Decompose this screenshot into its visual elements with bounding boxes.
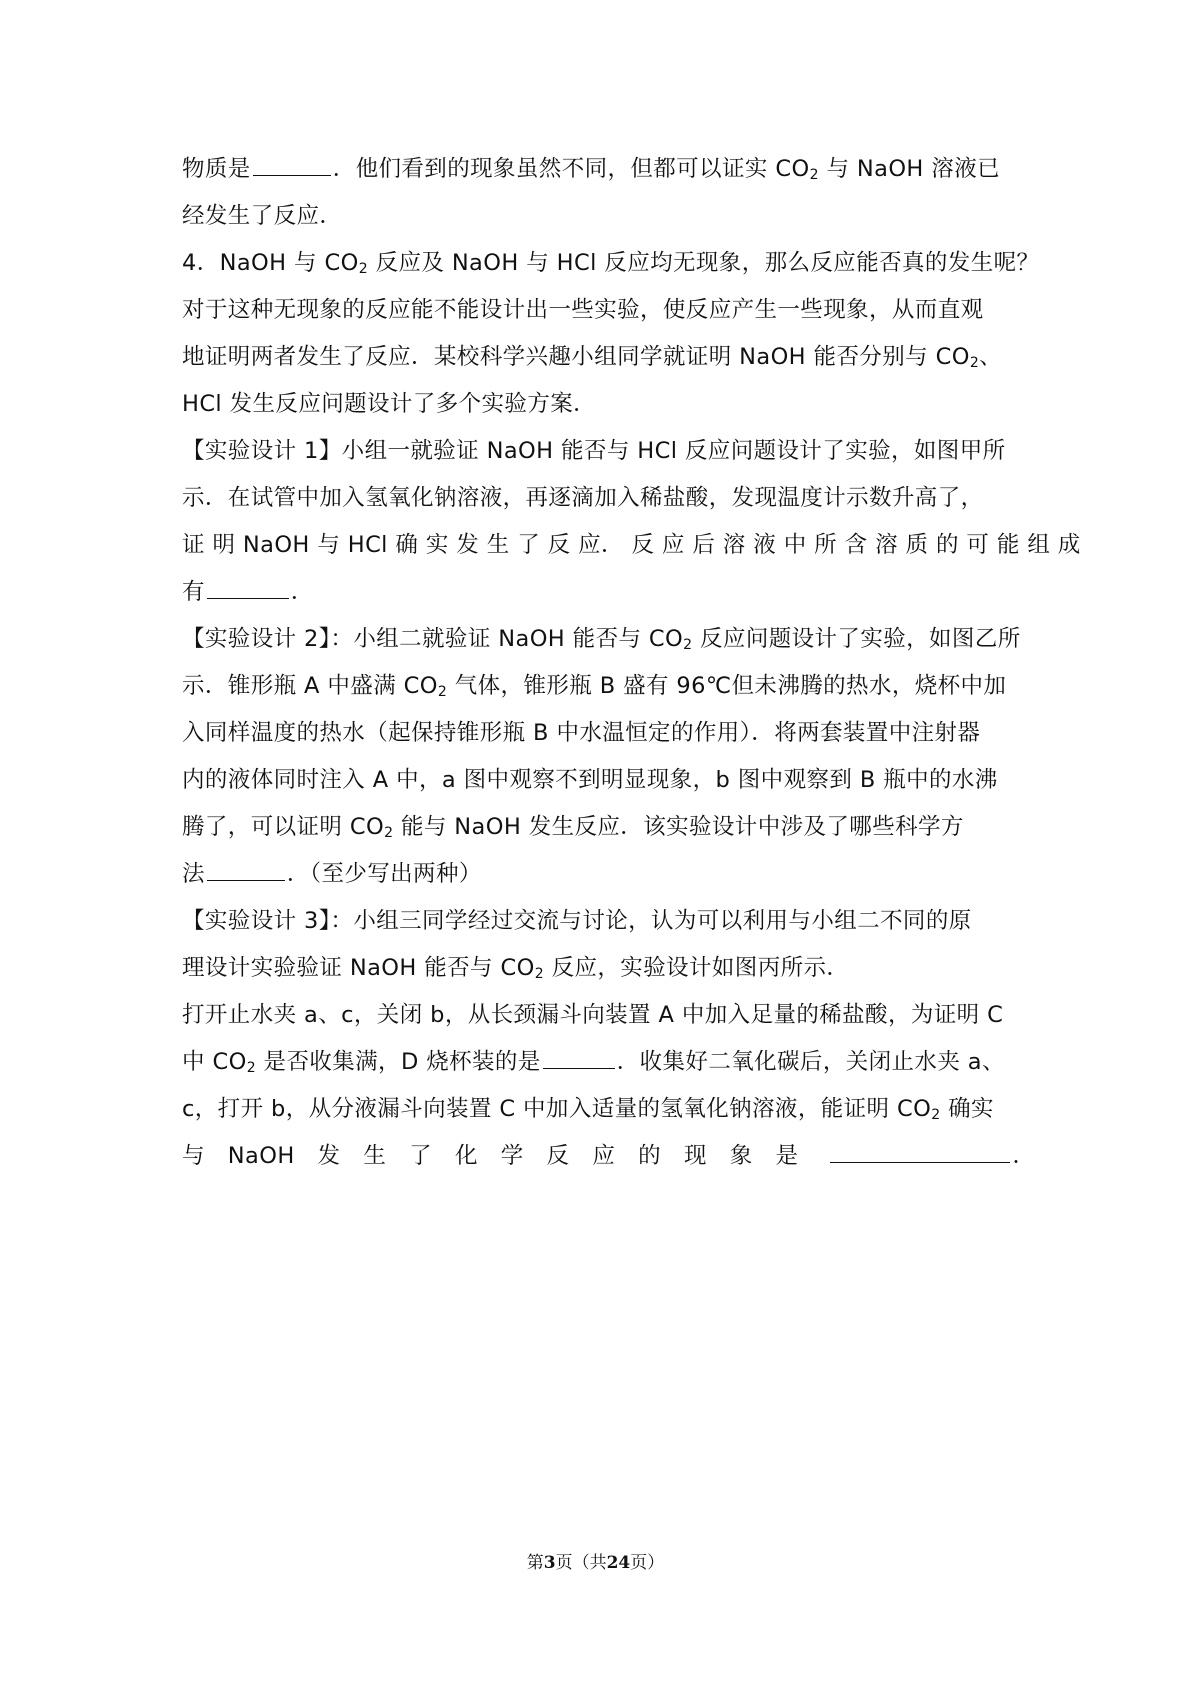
text-line [182,851,1017,898]
answer-blank[interactable] [830,1134,1010,1163]
text: ．他们看到的现象虽然不同，但都可以证实 CO [332,156,810,182]
text-line [182,240,1040,287]
subscript: 2 [969,355,980,371]
text-line [182,992,1017,1039]
text: 示．在试管中加入氢氧化钠溶液，再逐滴加入稀盐酸，发现温度计示数升高了， [182,485,984,511]
text-line [182,475,1017,522]
footer-text: 页（共 [555,1553,607,1573]
text: 打开止水夹 a、c，关闭 b，从长颈漏斗向装置 A 中加入足量的稀盐酸，为证明 C [182,1002,1004,1028]
answer-blank[interactable] [543,1040,615,1069]
text: 是否收集满，D 烧杯装的是 [256,1049,541,1075]
answer-blank[interactable] [207,852,285,881]
text-line [182,616,1021,663]
text: 有 [182,579,205,605]
text-line [182,757,1017,804]
text: 经发生了反应． [182,203,343,229]
text: 理设计实验验证 NaOH 能否与 CO [182,955,535,981]
subscript: 2 [437,684,448,700]
total-pages: 24 [606,1553,631,1573]
text-line [182,287,1017,334]
text: ． [290,579,314,605]
text: 气体，锥形瓶 B 盛有 96℃但未沸腾的热水，烧杯中加 [447,673,1007,699]
text-line [182,710,1017,757]
text-line [182,1133,1036,1180]
text: HCl 发生反应问题设计了多个实验方案． [182,391,597,417]
text: 法 [182,861,205,887]
text-line [182,522,1081,569]
text-line [182,663,1017,710]
answer-blank[interactable] [253,147,331,176]
question-number-text: 4．NaOH 与 CO [182,250,359,276]
text: 入同样温度的热水（起保持锥形瓶 B 中水温恒定的作用）．将两套装置中注射器 [182,720,981,746]
answer-blank[interactable] [207,570,289,599]
text-line [182,146,1017,193]
text-line [182,428,1017,475]
text-line [182,945,1017,992]
text: 反应问题设计了实验，如图乙所 [692,626,1021,652]
text-line [182,569,1017,616]
text: 中 CO [182,1049,247,1075]
subscript: 2 [534,966,545,982]
text: 【实验设计 2】：小组二就验证 NaOH 能否与 CO [182,626,684,652]
text-line [182,898,1017,945]
text: c，打开 b，从分液漏斗向装置 C 中加入适量的氢氧化钠溶液，能证明 CO [182,1096,932,1122]
text: 【实验设计 1】小组一就验证 NaOH 能否与 HCl 反应问题设计了实验，如图甲所 [182,438,1006,464]
footer-text: 第 [526,1553,544,1573]
text: 、 [979,344,1003,370]
subscript: 2 [809,167,819,183]
text: 反应，实验设计如图丙所示． [544,955,850,981]
text-line [182,334,1017,381]
text-line [182,381,1017,428]
page-number: 3 [543,1553,556,1573]
subscript: 2 [358,261,369,277]
text: ．（至少写出两种） [286,861,482,887]
subscript: 2 [384,825,394,841]
text: 物质是 [182,156,251,182]
text: 与 NaOH 发 生 了 化 学 反 应 的 现 象 是 [182,1143,799,1169]
text: 证 明 NaOH 与 HCl 确 实 发 生 了 反 应． 反 应 后 溶 液 中 所 含 溶 质 的 可 能 组 成 [182,532,1081,558]
text-line [182,1086,1017,1133]
text: 地证明两者发生了反应．某校科学兴趣小组同学就证明 NaOH 能否分别与 CO [182,344,970,370]
text: ． [1012,1143,1036,1169]
text: 【实验设计 3】：小组三同学经过交流与讨论，认为可以利用与小组二不同的原 [182,908,972,934]
text-line [182,193,1017,240]
subscript: 2 [931,1107,941,1123]
text-line [182,1039,1017,1086]
text: ．收集好二氧化碳后，关闭止水夹 a、 [616,1049,1005,1075]
text: 腾了，可以证明 CO [182,814,385,840]
subscript: 2 [246,1060,256,1076]
text: 示．锥形瓶 A 中盛满 CO [182,673,438,699]
text: 反应及 NaOH 与 HCl 反应均无现象，那么反应能否真的发生呢？ [368,250,1040,276]
text-line [182,804,1017,851]
page-footer [0,1548,1191,1573]
footer-text: 页） [630,1553,665,1573]
text: 与 NaOH 溶液已 [818,156,1000,182]
subscript: 2 [683,637,693,653]
text: 能与 NaOH 发生反应．该实验设计中涉及了哪些科学方 [393,814,964,840]
text: 确实 [940,1096,994,1122]
text: 内的液体同时注入 A 中，a 图中观察不到明显现象，b 图中观察到 B 瓶中的水沸 [182,767,998,793]
text: 对于这种无现象的反应能不能设计出一些实验，使反应产生一些现象，从而直观 [182,297,984,323]
question-text [182,146,1081,1180]
